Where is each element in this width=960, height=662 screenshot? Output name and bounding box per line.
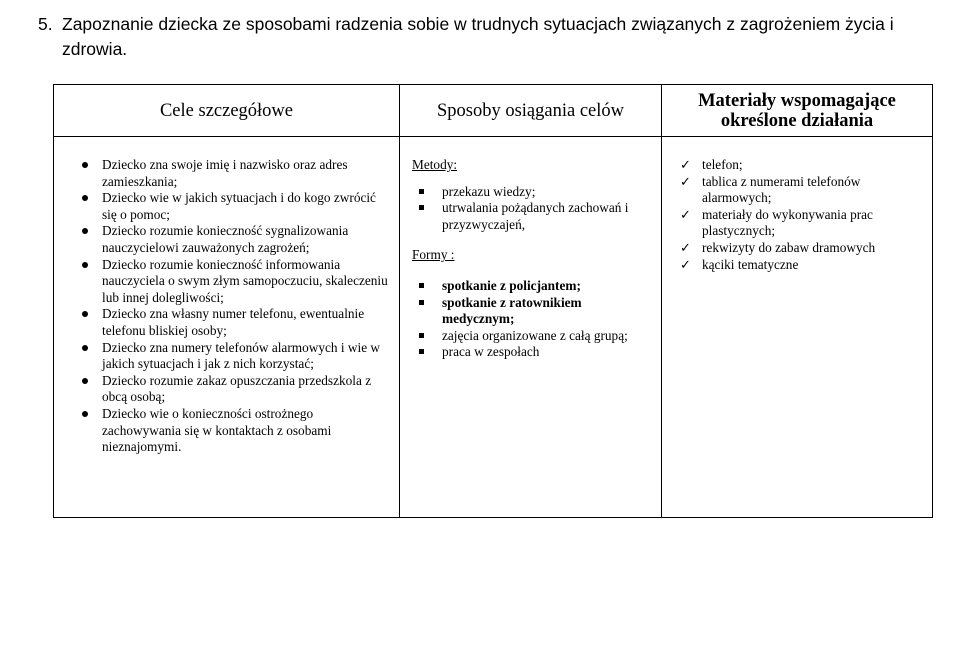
materials-list [680,157,928,273]
goal-item: Dziecko zna własny numer telefonu, ewentualnie telefonu bliskiej osoby; [82,306,391,339]
form-item: spotkanie z ratownikiem medycznym; [412,295,655,328]
methods-cell [400,137,662,518]
goal-item: Dziecko zna numery telefonów alarmowych i wie w jakich sytuacjach i jak z nich korzystać; [82,340,391,373]
section-heading [38,12,938,62]
header-methods: Sposoby osiągania celów [400,85,662,137]
section-number: 5. [38,14,53,34]
material-text: kąciki tematyczne [702,256,799,272]
materials-cell [662,137,933,518]
methods-label: Metody: [412,157,458,172]
material-item [680,157,928,174]
goal-item: Dziecko wie o konieczności ostrożnego zachowywania się w kontaktach z osobami nieznajomymi. [82,406,391,456]
material-item [680,174,928,207]
goal-item: Dziecko rozumie konieczność sygnalizowania nauczycielowi zauważonych zagrożeń; [82,223,391,256]
material-text: tablica z numerami telefonów alarmowych; [702,173,861,206]
check-icon: ✓ [680,173,691,189]
section-title: Zapoznanie dziecka ze sposobami radzenia sobie w trudnych sytuacjach związanych z zagrożeniem życia i zdrowia. [62,14,894,59]
header-materials: Materiały wspomagające określone działania [662,85,933,137]
goals-cell [54,137,400,518]
check-icon: ✓ [680,157,691,172]
form-item: spotkanie z policjantem; [412,278,655,295]
check-icon: ✓ [680,239,691,255]
material-text: rekwizyty do zabaw dramowych [702,239,876,255]
check-icon: ✓ [680,256,691,272]
goal-item: Dziecko zna swoje imię i nazwisko oraz adres zamieszkania; [82,157,391,190]
forms-list [412,278,655,361]
goal-item: Dziecko wie w jakich sytuacjach i do kogo zwrócić się o pomoc; [82,190,391,223]
check-icon: ✓ [680,206,691,222]
material-item [680,257,928,274]
forms-label: Formy : [412,247,455,263]
material-item [680,240,928,257]
header-goals: Cele szczegółowe [54,85,400,137]
material-text: telefon; [702,157,743,172]
goal-item: Dziecko rozumie zakaz opuszczania przedszkola z obcą osobą; [82,373,391,406]
form-item: zajęcia organizowane z całą grupą; [412,328,655,345]
material-item [680,207,928,240]
method-item: utrwalania pożądanych zachowań i przyzwyczajeń, [412,200,655,233]
header-row [54,85,933,137]
plan-table [53,84,933,518]
methods-list [412,184,655,234]
method-item: przekazu wiedzy; [412,184,655,201]
material-text: materiały do wykonywania prac plastycznych; [702,206,873,239]
goal-item: Dziecko rozumie konieczność informowania nauczyciela o swym złym samopoczuciu, skaleczeniu lub innej dolegliwości; [82,257,391,307]
form-item: praca w zespołach [412,344,655,361]
goals-list [82,157,391,456]
content-row [54,137,933,518]
